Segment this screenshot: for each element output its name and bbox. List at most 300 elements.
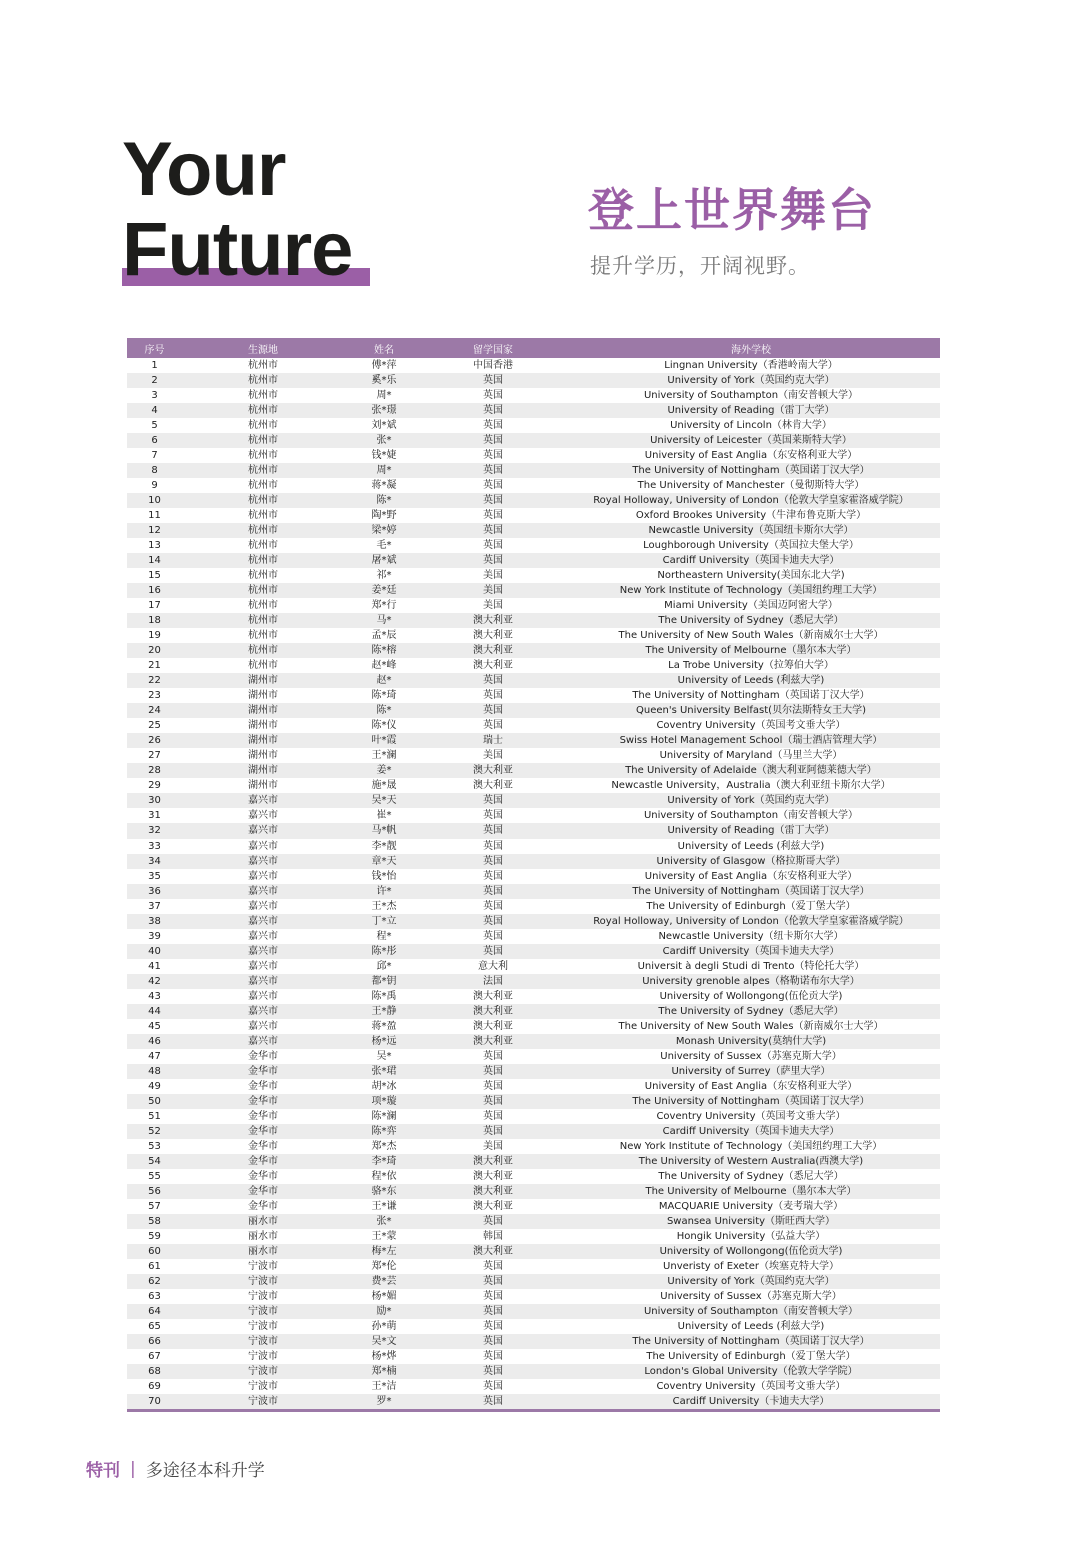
cell-name: 吴* — [376, 1050, 392, 1062]
cell-index: 7 — [151, 450, 158, 462]
cell-school: La Trobe University（拉筹伯大学） — [668, 660, 834, 672]
table-body — [127, 358, 940, 1409]
cell-index: 49 — [148, 1080, 161, 1092]
cell-name: 陈*榕 — [344, 643, 424, 658]
cell-name: 孟*辰 — [371, 630, 397, 642]
table-row — [127, 1094, 940, 1109]
table-row — [127, 718, 940, 733]
cell-index: 46 — [127, 1034, 182, 1049]
cell-school: The University of Adelaide（澳大利亚阿德莱德大学） — [562, 763, 940, 778]
cell-name: 赵*峰 — [371, 660, 397, 672]
cell-origin: 宁波市 — [248, 1290, 278, 1302]
cell-school: University of Reading（雷丁大学） — [562, 823, 940, 838]
table-row — [127, 1079, 940, 1094]
cell-origin: 金华市 — [182, 1064, 344, 1079]
cell-school: Universit à degli Studi di Trento（特伦托大学） — [637, 960, 865, 972]
table-row — [127, 1214, 940, 1229]
cell-index: 30 — [127, 793, 182, 808]
cell-origin: 金华市 — [182, 1154, 344, 1169]
english-title — [122, 127, 353, 292]
cell-school: The University of Sydney（悉尼大学） — [658, 1170, 844, 1182]
table-row — [127, 763, 940, 778]
cell-country: 澳大利亚 — [424, 613, 562, 628]
cell-school: Coventry University（英国考文垂大学） — [656, 1381, 846, 1393]
table-row — [127, 1394, 940, 1409]
cell-school: The University of Nottingham（英国诺丁汉大学） — [562, 463, 940, 478]
cell-country: 美国 — [483, 1140, 503, 1152]
table-row — [127, 839, 940, 854]
cell-index: 6 — [127, 433, 182, 448]
cell-school: University of York（英国约克大学） — [562, 1274, 940, 1289]
cell-index: 4 — [127, 403, 182, 418]
cell-school: The University of Melbourne（墨尔本大学） — [562, 643, 940, 658]
cell-index: 2 — [127, 373, 182, 388]
cell-index: 19 — [148, 630, 161, 642]
cell-school: Oxford Brookes University（牛津布鲁克斯大学） — [635, 510, 867, 522]
table-row — [127, 643, 940, 658]
cell-index: 54 — [127, 1154, 182, 1169]
table-row — [127, 658, 940, 673]
cell-origin: 金华市 — [182, 1184, 344, 1199]
cell-name: 项*璇 — [344, 1094, 424, 1109]
cell-origin: 丽水市 — [248, 1230, 278, 1242]
cell-country: 瑞士 — [424, 733, 562, 748]
table-row — [127, 1034, 940, 1049]
cell-index: 12 — [127, 523, 182, 538]
table-row — [127, 929, 940, 944]
table-row — [127, 388, 940, 403]
cell-name: 姜* — [344, 763, 424, 778]
cell-origin: 湖州市 — [182, 673, 344, 688]
cell-country: 英国 — [483, 1260, 503, 1272]
cell-country: 英国 — [424, 1064, 562, 1079]
cell-origin: 杭州市 — [182, 433, 344, 448]
cell-index: 1 — [151, 360, 158, 371]
cell-country: 英国 — [483, 840, 503, 852]
cell-country: 英国 — [483, 1351, 503, 1363]
cell-name: 王*谦 — [371, 1200, 397, 1212]
cell-index: 64 — [127, 1304, 182, 1319]
cell-school: New York Institute of Technology（美国纽约理工大学） — [619, 1140, 883, 1152]
cell-name: 许* — [344, 884, 424, 899]
cell-origin: 湖州市 — [182, 763, 344, 778]
cell-index: 34 — [127, 854, 182, 869]
cell-origin: 湖州市 — [248, 750, 278, 762]
cell-index: 58 — [127, 1214, 182, 1229]
cell-index: 57 — [148, 1200, 161, 1212]
table-row — [127, 748, 940, 763]
cell-origin: 宁波市 — [248, 1260, 278, 1272]
cell-school: University of Reading（雷丁大学） — [562, 403, 940, 418]
cell-name: 周* — [376, 390, 392, 402]
cell-index: 14 — [127, 553, 182, 568]
table-row — [127, 1124, 940, 1139]
cell-school: Cardiff University（英国卡迪夫大学） — [562, 944, 940, 959]
cell-country: 英国 — [483, 810, 503, 822]
cell-name: 骆*东 — [344, 1184, 424, 1199]
cell-school: The University of Nottingham（英国诺丁汉大学） — [562, 1094, 940, 1109]
cell-country: 英国 — [424, 523, 562, 538]
table-row — [127, 1319, 940, 1334]
table-row — [127, 778, 940, 793]
cell-school: University of Surrey（萨里大学） — [562, 1064, 940, 1079]
cell-country: 英国 — [483, 690, 503, 702]
cell-country: 澳大利亚 — [424, 1004, 562, 1019]
cell-name: 李*琦 — [344, 1154, 424, 1169]
cell-name: 杨*媚 — [371, 1290, 397, 1302]
cell-origin: 金华市 — [248, 1050, 278, 1062]
cell-country: 英国 — [424, 1124, 562, 1139]
table-row — [127, 463, 940, 478]
cell-index: 3 — [151, 390, 158, 402]
cell-origin: 嘉兴市 — [182, 1004, 344, 1019]
table-row — [127, 1229, 940, 1244]
cell-index: 47 — [148, 1050, 161, 1062]
table-row — [127, 1184, 940, 1199]
table-row — [127, 823, 940, 838]
cell-index: 70 — [127, 1394, 182, 1409]
cell-country: 英国 — [424, 1214, 562, 1229]
cell-school: Cardiff University（英国卡迪夫大学） — [562, 553, 940, 568]
cell-index: 11 — [148, 510, 161, 522]
footer-separator: | — [130, 1458, 136, 1479]
table-row — [127, 1379, 940, 1394]
cell-name: 崔* — [376, 810, 392, 822]
cell-country: 英国 — [483, 1110, 503, 1122]
cell-index: 5 — [151, 420, 158, 432]
table-row — [127, 1109, 940, 1124]
cell-school: Unveristy of Exeter（埃塞克特大学） — [663, 1260, 839, 1272]
chinese-title: 登上世界舞台 — [588, 183, 876, 237]
cell-index: 53 — [148, 1140, 161, 1152]
cell-country: 中国香港 — [473, 360, 513, 371]
table-row — [127, 523, 940, 538]
table-bottom-rule — [127, 1409, 940, 1412]
column-header-name: 姓名 — [344, 338, 424, 358]
cell-name: 姜*廷 — [344, 583, 424, 598]
cell-name: 杨*烨 — [371, 1351, 397, 1363]
cell-index: 27 — [148, 750, 161, 762]
cell-name: 屠*斌 — [344, 553, 424, 568]
cell-name: 郑*楠 — [344, 1364, 424, 1379]
title-line-future: Future — [122, 207, 353, 292]
cell-origin: 宁波市 — [182, 1334, 344, 1349]
cell-index: 32 — [127, 823, 182, 838]
cell-school: University of Leeds (利兹大学) — [677, 1321, 825, 1332]
cell-name: 陈*澜 — [371, 1110, 397, 1122]
cell-country: 澳大利亚 — [424, 1244, 562, 1259]
cell-country: 澳大利亚 — [473, 630, 513, 642]
cell-origin: 金华市 — [248, 1140, 278, 1152]
cell-name: 王*蒙 — [371, 1230, 397, 1242]
table-row — [127, 358, 940, 373]
cell-origin: 杭州市 — [248, 420, 278, 432]
cell-index: 51 — [148, 1110, 161, 1122]
cell-school: University of Leeds (利兹大学) — [562, 673, 940, 688]
cell-index: 33 — [148, 840, 161, 852]
cell-index: 45 — [148, 1020, 161, 1032]
cell-origin: 嘉兴市 — [248, 870, 278, 882]
cell-country: 英国 — [424, 914, 562, 929]
cell-country: 澳大利亚 — [473, 1170, 513, 1182]
cell-origin: 湖州市 — [182, 733, 344, 748]
cell-origin: 杭州市 — [248, 570, 278, 582]
table-row — [127, 1199, 940, 1214]
cell-origin: 丽水市 — [182, 1244, 344, 1259]
cell-origin: 杭州市 — [248, 600, 278, 612]
cell-country: 英国 — [424, 944, 562, 959]
cell-index: 17 — [148, 600, 161, 612]
cell-name: 刘*斌 — [371, 420, 397, 432]
table-row — [127, 433, 940, 448]
cell-origin: 嘉兴市 — [248, 930, 278, 942]
cell-name: 胡*冰 — [371, 1080, 397, 1092]
cell-name: 祁* — [376, 570, 392, 582]
cell-origin: 杭州市 — [182, 373, 344, 388]
cell-origin: 杭州市 — [182, 523, 344, 538]
cell-country: 英国 — [424, 823, 562, 838]
cell-country: 韩国 — [483, 1230, 503, 1242]
cell-school: Lingnan University（香港岭南大学） — [664, 360, 838, 371]
cell-index: 38 — [127, 914, 182, 929]
cell-country: 美国 — [483, 600, 503, 612]
cell-school: University of Glasgow（格拉斯哥大学） — [562, 854, 940, 869]
cell-origin: 杭州市 — [182, 403, 344, 418]
cell-index: 69 — [148, 1381, 161, 1393]
cell-name: 陈* — [344, 703, 424, 718]
cell-country: 澳大利亚 — [473, 780, 513, 792]
cell-school: Newcastle University，Australia（澳大利亚纽卡斯尔大学） — [611, 780, 891, 792]
cell-country: 英国 — [424, 884, 562, 899]
cell-index: 41 — [148, 960, 161, 972]
table-row — [127, 793, 940, 808]
cell-country: 英国 — [424, 433, 562, 448]
cell-index: 9 — [151, 480, 158, 492]
cell-origin: 杭州市 — [182, 493, 344, 508]
cell-origin: 宁波市 — [248, 1321, 278, 1332]
table-row — [127, 628, 940, 643]
cell-name: 程* — [376, 930, 392, 942]
cell-origin: 杭州市 — [248, 480, 278, 492]
cell-school: Royal Holloway, University of London（伦敦大学皇家霍洛威学院） — [562, 914, 940, 929]
cell-index: 68 — [127, 1364, 182, 1379]
cell-index: 61 — [148, 1260, 161, 1272]
cell-country: 英国 — [424, 1094, 562, 1109]
cell-index: 24 — [127, 703, 182, 718]
cell-school: Monash University(莫纳什大学) — [562, 1034, 940, 1049]
cell-name: 孙*萌 — [371, 1321, 397, 1332]
cell-index: 66 — [127, 1334, 182, 1349]
table-row — [127, 869, 940, 884]
table-row — [127, 733, 940, 748]
cell-name: 蒋*凝 — [371, 480, 397, 492]
table-row — [127, 448, 940, 463]
table-row — [127, 1169, 940, 1184]
cell-origin: 金华市 — [248, 1170, 278, 1182]
cell-country: 意大利 — [478, 960, 508, 972]
cell-name: 郑*行 — [371, 600, 397, 612]
table-row — [127, 1274, 940, 1289]
cell-school: University of Leeds (利兹大学) — [677, 840, 825, 852]
cell-origin: 湖州市 — [248, 720, 278, 732]
cell-country: 澳大利亚 — [473, 660, 513, 672]
cell-country: 英国 — [483, 540, 503, 552]
cell-school: Coventry University（英国考文垂大学） — [656, 720, 846, 732]
cell-name: 费*芸 — [344, 1274, 424, 1289]
cell-school: Loughborough University（英国拉夫堡大学） — [643, 540, 859, 552]
cell-index: 40 — [127, 944, 182, 959]
cell-school: The University of New South Wales（新南威尔士大学） — [618, 630, 884, 642]
cell-origin: 嘉兴市 — [248, 900, 278, 912]
cell-index: 50 — [127, 1094, 182, 1109]
cell-country: 英国 — [483, 1321, 503, 1332]
cell-school: Miami University（美国迈阿密大学） — [664, 600, 838, 612]
table-row — [127, 989, 940, 1004]
cell-name: 王*澜 — [371, 750, 397, 762]
cell-name: 李*靓 — [371, 840, 397, 852]
cell-school: London's Global University（伦敦大学学院） — [562, 1364, 940, 1379]
cell-name: 王*洁 — [371, 1381, 397, 1393]
cell-school: University of East Anglia（东安格利亚大学） — [644, 870, 858, 882]
table-row — [127, 598, 940, 613]
cell-origin: 宁波市 — [248, 1381, 278, 1393]
table-row — [127, 1304, 940, 1319]
cell-school: The University of Edinburgh（爱丁堡大学） — [646, 1351, 856, 1363]
cell-school: New York Institute of Technology（美国纽约理工大学） — [562, 583, 940, 598]
cell-index: 15 — [148, 570, 161, 582]
cell-name: 罗* — [344, 1394, 424, 1409]
table-row — [127, 914, 940, 929]
table-row — [127, 688, 940, 703]
table-row — [127, 974, 940, 989]
cell-origin: 嘉兴市 — [182, 884, 344, 899]
cell-country: 美国 — [483, 570, 503, 582]
cell-name: 梁*婷 — [344, 523, 424, 538]
cell-country: 英国 — [424, 1364, 562, 1379]
cell-origin: 杭州市 — [248, 510, 278, 522]
cell-origin: 杭州市 — [248, 390, 278, 402]
cell-school: University of Sussex（苏塞克斯大学） — [660, 1050, 842, 1062]
cell-country: 英国 — [483, 1080, 503, 1092]
cell-country: 英国 — [424, 673, 562, 688]
title-line-your: Your — [122, 127, 286, 212]
cell-index: 56 — [127, 1184, 182, 1199]
cell-school: The University of Manchester（曼彻斯特大学） — [637, 480, 865, 492]
cell-index: 28 — [127, 763, 182, 778]
cell-name: 赵* — [344, 673, 424, 688]
cell-name: 陈*弈 — [344, 1124, 424, 1139]
cell-country: 美国 — [424, 583, 562, 598]
cell-index: 39 — [148, 930, 161, 942]
cell-country: 澳大利亚 — [424, 1154, 562, 1169]
table-row — [127, 568, 940, 583]
cell-school: The University of Nottingham（英国诺丁汉大学） — [562, 884, 940, 899]
cell-school: University of Southampton（南安普顿大学） — [643, 810, 859, 822]
cell-origin: 杭州市 — [182, 583, 344, 598]
cell-name: 钱*婕 — [371, 450, 397, 462]
cell-school: The University of Edinburgh（爱丁堡大学） — [646, 900, 856, 912]
cell-country: 英国 — [424, 373, 562, 388]
cell-name: 丁*立 — [344, 914, 424, 929]
cell-country: 英国 — [483, 900, 503, 912]
cell-country: 英国 — [424, 1334, 562, 1349]
cell-index: 20 — [127, 643, 182, 658]
cell-origin: 杭州市 — [248, 360, 278, 371]
cell-origin: 嘉兴市 — [248, 960, 278, 972]
cell-school: Queen's University Belfast(贝尔法斯特女王大学) — [562, 703, 940, 718]
table-row — [127, 478, 940, 493]
cell-country: 澳大利亚 — [424, 1184, 562, 1199]
cell-index: 63 — [148, 1290, 161, 1302]
cell-name: 章*天 — [344, 854, 424, 869]
table-row — [127, 1349, 940, 1364]
cell-name: 叶*霞 — [344, 733, 424, 748]
cell-origin: 杭州市 — [248, 540, 278, 552]
cell-country: 英国 — [424, 493, 562, 508]
cell-country: 美国 — [483, 750, 503, 762]
table-row — [127, 1154, 940, 1169]
cell-country: 英国 — [424, 403, 562, 418]
table-row — [127, 899, 940, 914]
cell-origin: 宁波市 — [182, 1274, 344, 1289]
cell-index: 8 — [127, 463, 182, 478]
cell-country: 英国 — [483, 720, 503, 732]
cell-index: 26 — [127, 733, 182, 748]
column-header-country: 留学国家 — [424, 338, 562, 358]
cell-school: University of East Anglia（东安格利亚大学） — [644, 1080, 858, 1092]
table-row — [127, 1019, 940, 1034]
cell-origin: 嘉兴市 — [182, 974, 344, 989]
table-row — [127, 493, 940, 508]
table-row — [127, 553, 940, 568]
cell-name: 陈*仪 — [371, 720, 397, 732]
footer-tag: 特刊 — [86, 1461, 120, 1481]
footer-text: 多途径本科升学 — [145, 1461, 265, 1481]
cell-name: 张* — [344, 433, 424, 448]
cell-school: University of Southampton（南安普顿大学） — [562, 1304, 940, 1319]
cell-country: 澳大利亚 — [473, 990, 513, 1002]
cell-name: 郑*杰 — [371, 1140, 397, 1152]
cell-origin: 嘉兴市 — [182, 793, 344, 808]
cell-index: 23 — [148, 690, 161, 702]
student-table-container — [127, 338, 940, 1412]
cell-country: 英国 — [483, 930, 503, 942]
table-header-row — [127, 338, 940, 358]
cell-name: 马*帆 — [344, 823, 424, 838]
cell-origin: 宁波市 — [248, 1351, 278, 1363]
table-row — [127, 1364, 940, 1379]
cell-name: 陈*彤 — [344, 944, 424, 959]
cell-country: 英国 — [483, 1381, 503, 1393]
cell-school: University of Maryland（马里兰大学） — [659, 750, 843, 762]
cell-name: 蒋*盈 — [371, 1020, 397, 1032]
cell-country: 英国 — [483, 1050, 503, 1062]
cell-name: 吴*文 — [344, 1334, 424, 1349]
column-header-school: 海外学校 — [562, 338, 940, 358]
cell-origin: 嘉兴市 — [248, 810, 278, 822]
table-row — [127, 373, 940, 388]
cell-origin: 杭州市 — [182, 463, 344, 478]
cell-school: University of Southampton（南安普顿大学） — [643, 390, 859, 402]
cell-country: 英国 — [424, 793, 562, 808]
cell-name: 傅*萍 — [371, 360, 397, 371]
cell-origin: 嘉兴市 — [182, 823, 344, 838]
cell-index: 67 — [148, 1351, 161, 1363]
table-row — [127, 854, 940, 869]
cell-school: University of York（英国约克大学） — [562, 793, 940, 808]
table-row — [127, 1049, 940, 1064]
cell-index: 18 — [127, 613, 182, 628]
